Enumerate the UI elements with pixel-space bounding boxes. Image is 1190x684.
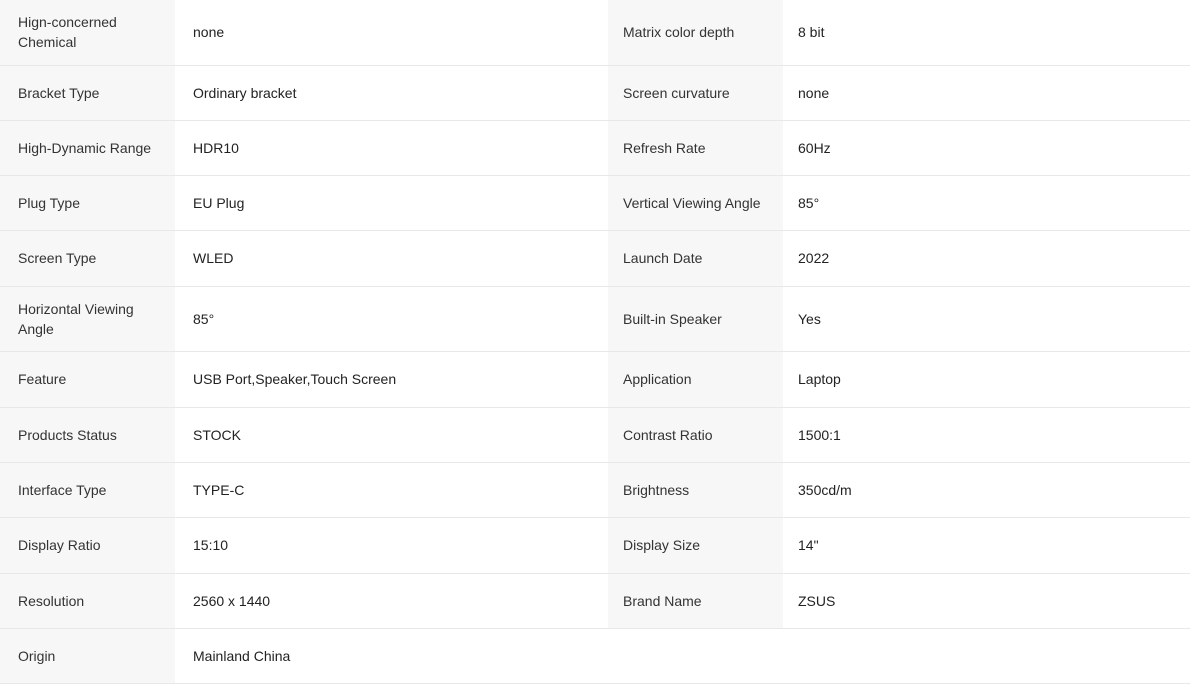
table-row xyxy=(0,286,1190,352)
spec-value: Laptop xyxy=(783,352,1190,407)
spec-label: Feature xyxy=(0,352,175,407)
spec-value: Ordinary bracket xyxy=(175,65,608,120)
table-row xyxy=(0,628,1190,683)
spec-value: Mainland China xyxy=(175,628,608,683)
spec-value: 85° xyxy=(783,176,1190,231)
spec-label: Interface Type xyxy=(0,462,175,517)
spec-value: 85° xyxy=(175,286,608,352)
spec-label: Screen curvature xyxy=(608,65,783,120)
spec-value: none xyxy=(783,65,1190,120)
spec-value: 8 bit xyxy=(783,0,1190,65)
table-row xyxy=(0,176,1190,231)
spec-label: Display Size xyxy=(608,518,783,573)
spec-label: Hign-concerned Chemical xyxy=(0,0,175,65)
spec-label: High-Dynamic Range xyxy=(0,120,175,175)
spec-label: Bracket Type xyxy=(0,65,175,120)
table-row xyxy=(0,65,1190,120)
spec-label: Resolution xyxy=(0,573,175,628)
spec-value: HDR10 xyxy=(175,120,608,175)
spec-value: 2022 xyxy=(783,231,1190,286)
spec-label: Display Ratio xyxy=(0,518,175,573)
spec-label: Refresh Rate xyxy=(608,120,783,175)
table-row xyxy=(0,518,1190,573)
spec-label: Brand Name xyxy=(608,573,783,628)
spec-value: EU Plug xyxy=(175,176,608,231)
table-row xyxy=(0,407,1190,462)
spec-value: STOCK xyxy=(175,407,608,462)
spec-label: Matrix color depth xyxy=(608,0,783,65)
table-row xyxy=(0,231,1190,286)
table-row xyxy=(0,573,1190,628)
spec-label: Contrast Ratio xyxy=(608,407,783,462)
table-row xyxy=(0,120,1190,175)
spec-label: Brightness xyxy=(608,462,783,517)
spec-value: Yes xyxy=(783,286,1190,352)
spec-label: Plug Type xyxy=(0,176,175,231)
spec-empty-cell xyxy=(783,628,1190,683)
spec-label: Vertical Viewing Angle xyxy=(608,176,783,231)
spec-value: 15:10 xyxy=(175,518,608,573)
table-row xyxy=(0,352,1190,407)
spec-empty-cell xyxy=(608,628,783,683)
spec-label: Built-in Speaker xyxy=(608,286,783,352)
spec-label: Products Status xyxy=(0,407,175,462)
spec-value: USB Port,Speaker,Touch Screen xyxy=(175,352,608,407)
spec-value: ZSUS xyxy=(783,573,1190,628)
spec-value: none xyxy=(175,0,608,65)
spec-value: WLED xyxy=(175,231,608,286)
spec-label: Screen Type xyxy=(0,231,175,286)
spec-value: TYPE-C xyxy=(175,462,608,517)
table-row xyxy=(0,0,1190,65)
spec-label: Origin xyxy=(0,628,175,683)
spec-label: Launch Date xyxy=(608,231,783,286)
spec-label: Horizontal Viewing Angle xyxy=(0,286,175,352)
spec-value: 2560 x 1440 xyxy=(175,573,608,628)
table-row xyxy=(0,462,1190,517)
spec-value: 14" xyxy=(783,518,1190,573)
spec-value: 1500:1 xyxy=(783,407,1190,462)
spec-value: 60Hz xyxy=(783,120,1190,175)
spec-label: Application xyxy=(608,352,783,407)
spec-value: 350cd/m xyxy=(783,462,1190,517)
